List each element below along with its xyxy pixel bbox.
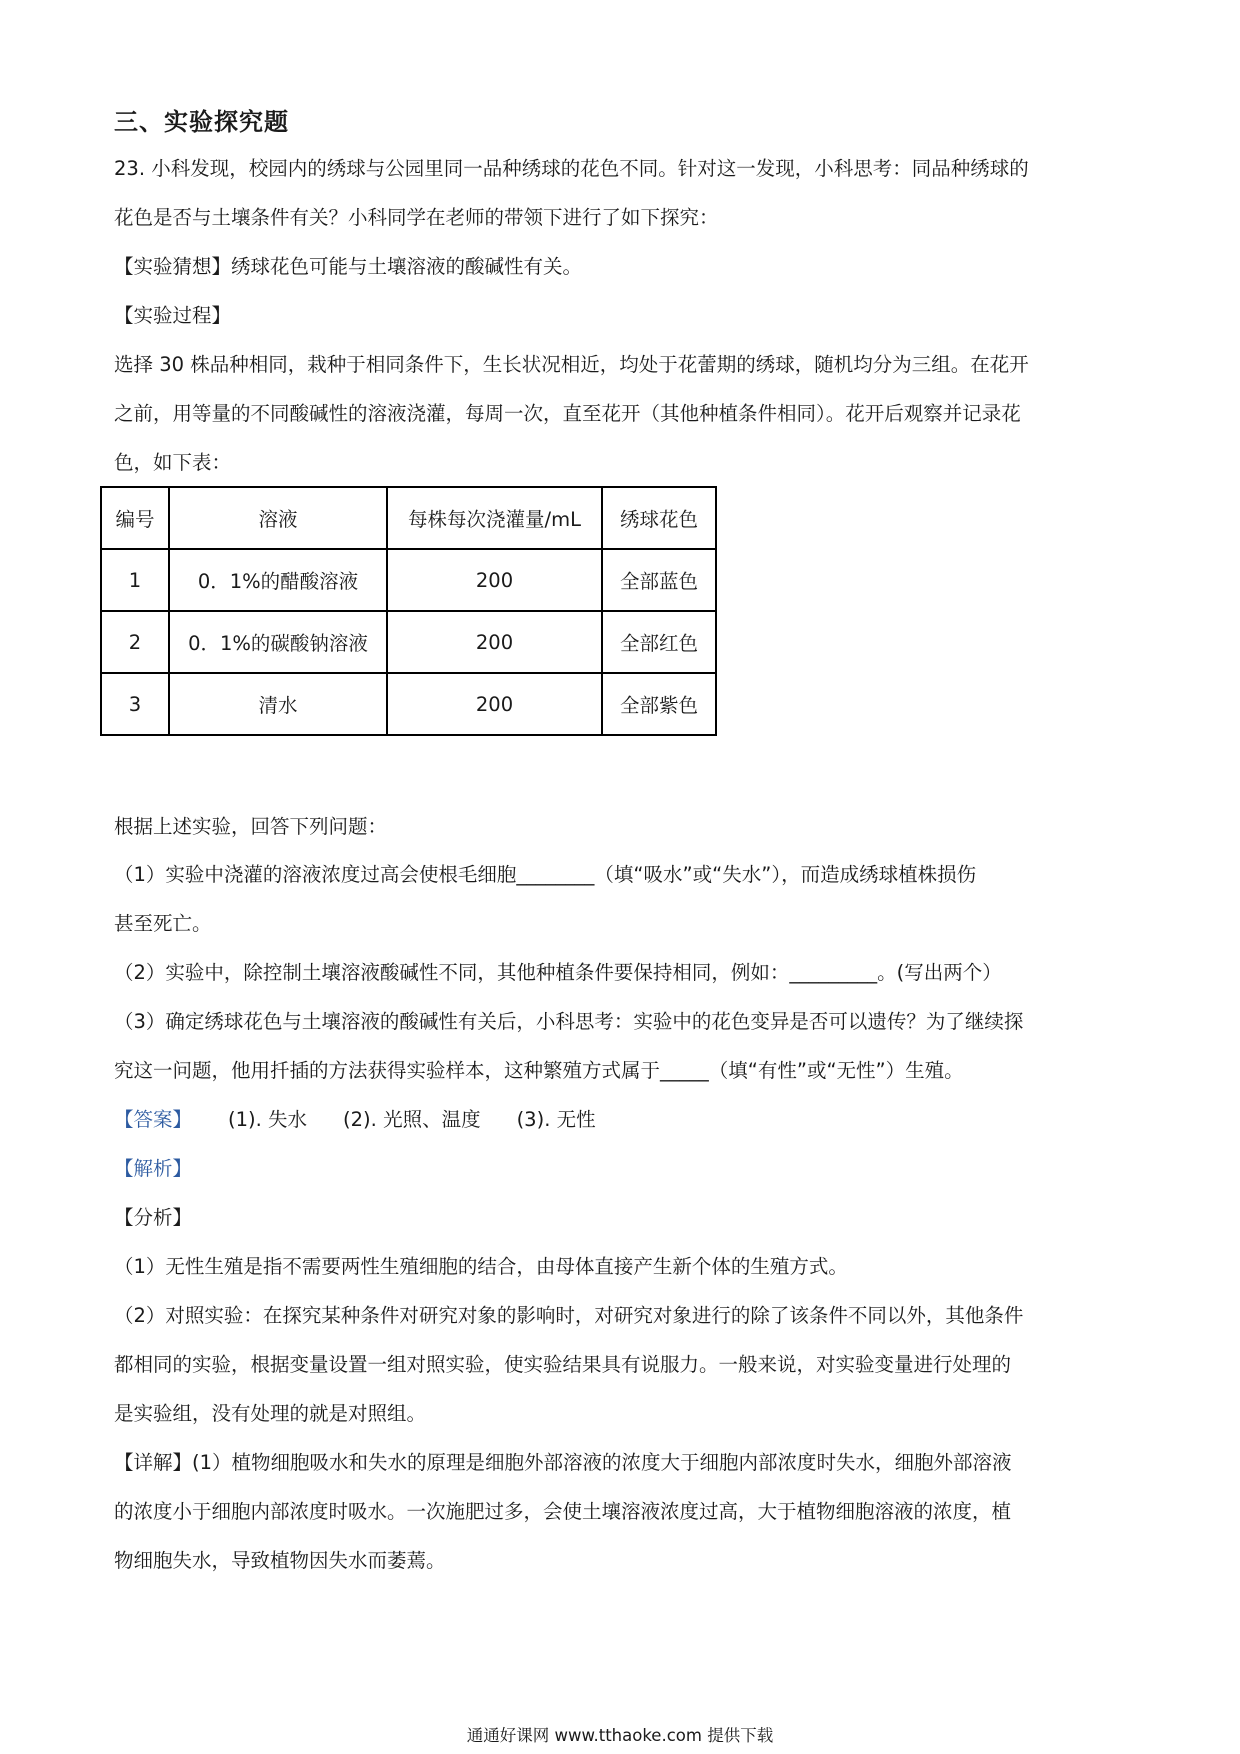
table-row xyxy=(101,611,716,673)
answer-1: (1). 失水 xyxy=(228,1108,308,1131)
hypothesis: 【实验猜想】绣球花色可能与土壤溶液的酸碱性有关。 xyxy=(114,255,583,278)
detail-line-1: 【详解】(1）植物细胞吸水和失水的原理是细胞外部溶液的浓度大于细胞内部浓度时失水，细胞外部溶液 xyxy=(114,1451,1012,1474)
question-1-line-2: 甚至死亡。 xyxy=(114,912,212,935)
analysis-paragraph-2-line-3: 是实验组，没有处理的就是对照组。 xyxy=(114,1402,427,1425)
footer-source: 通通好课网 www.tthaoke.com 提供下载 xyxy=(466,1726,774,1745)
process-line-3: 色，如下表： xyxy=(114,451,232,474)
table-row xyxy=(101,549,716,611)
analysis-paragraph-2-line-2: 都相同的实验，根据变量设置一组对照实验，使实验结果具有说服力。一般来说，对实验变量进行处理的 xyxy=(114,1353,1012,1376)
answer-2: (2). 光照、温度 xyxy=(343,1108,481,1131)
detail-line-2: 的浓度小于细胞内部浓度时吸水。一次施肥过多，会使土壤溶液浓度过高，大于植物细胞溶液的浓度，植 xyxy=(114,1500,1012,1523)
process-line-1: 选择 30 株品种相同，栽种于相同条件下，生长状况相近，均处于花蕾期的绣球，随机均分为三组。在花开 xyxy=(114,353,1029,376)
header-cell: 溶液 xyxy=(169,487,387,549)
question-3-line-2: 究这一问题，他用扦插的方法获得实验样本，这种繁殖方式属于_____（填“有性”或“无性”）生殖。 xyxy=(114,1059,964,1082)
analysis-paragraph-1: （1）无性生殖是指不需要两性生殖细胞的结合，由母体直接产生新个体的生殖方式。 xyxy=(114,1255,848,1278)
table-cell: 全部蓝色 xyxy=(602,549,716,611)
table-cell: 全部红色 xyxy=(602,611,716,673)
questions-intro: 根据上述实验，回答下列问题： xyxy=(114,815,388,838)
table-cell: 200 xyxy=(387,611,602,673)
experiment-table xyxy=(100,486,717,736)
table-cell: 3 xyxy=(101,673,169,735)
table-cell: 1 xyxy=(101,549,169,611)
table-cell: 2 xyxy=(101,611,169,673)
table-cell: 全部紫色 xyxy=(602,673,716,735)
analysis-paragraph-2-line-1: （2）对照实验：在探究某种条件对研究对象的影响时，对研究对象进行的除了该条件不同以外，其他条件 xyxy=(114,1304,1024,1327)
answer-label: 【答案】 xyxy=(114,1108,193,1131)
analysis-label: 【解析】 xyxy=(114,1157,193,1180)
table-cell: 200 xyxy=(387,673,602,735)
process-label: 【实验过程】 xyxy=(114,304,232,327)
table-row xyxy=(101,673,716,735)
header-cell: 每株每次浇灌量/mL xyxy=(387,487,602,549)
table-cell: 200 xyxy=(387,549,602,611)
header-cell: 绣球花色 xyxy=(602,487,716,549)
table-cell: 0．1%的醋酸溶液 xyxy=(169,549,387,611)
question-1-line-1: （1）实验中浇灌的溶液浓度过高会使根毛细胞________（填“吸水”或“失水”），而造成绣球植株损伤 xyxy=(114,863,977,886)
answer-3: (3). 无性 xyxy=(516,1108,596,1131)
process-line-2: 之前，用等量的不同酸碱性的溶液浇灌，每周一次，直至花开（其他种植条件相同）。花开后观察并记录花 xyxy=(114,402,1021,425)
question-line-2: 花色是否与土壤条件有关？小科同学在老师的带领下进行了如下探究： xyxy=(114,206,719,229)
question-3-line-1: （3）确定绣球花色与土壤溶液的酸碱性有关后，小科思考：实验中的花色变异是否可以遗传？为了继续探 xyxy=(114,1010,1024,1033)
detail-line-3: 物细胞失水，导致植物因失水而萎蔫。 xyxy=(114,1549,446,1572)
section-title: 三、实验探究题 xyxy=(114,108,289,136)
analysis-sub-label: 【分析】 xyxy=(114,1206,193,1229)
question-line-1: 23. 小科发现，校园内的绣球与公园里同一品种绣球的花色不同。针对这一发现，小科思考：同品种绣球的 xyxy=(114,157,1029,180)
header-cell: 编号 xyxy=(101,487,169,549)
question-2: （2）实验中，除控制土壤溶液酸碱性不同，其他种植条件要保持相同，例如：_________。(写出两个） xyxy=(114,961,1002,984)
table-cell: 0．1%的碳酸钠溶液 xyxy=(169,611,387,673)
answer-line xyxy=(114,1095,1134,1144)
table-cell: 清水 xyxy=(169,673,387,735)
table-header-row xyxy=(101,487,716,549)
